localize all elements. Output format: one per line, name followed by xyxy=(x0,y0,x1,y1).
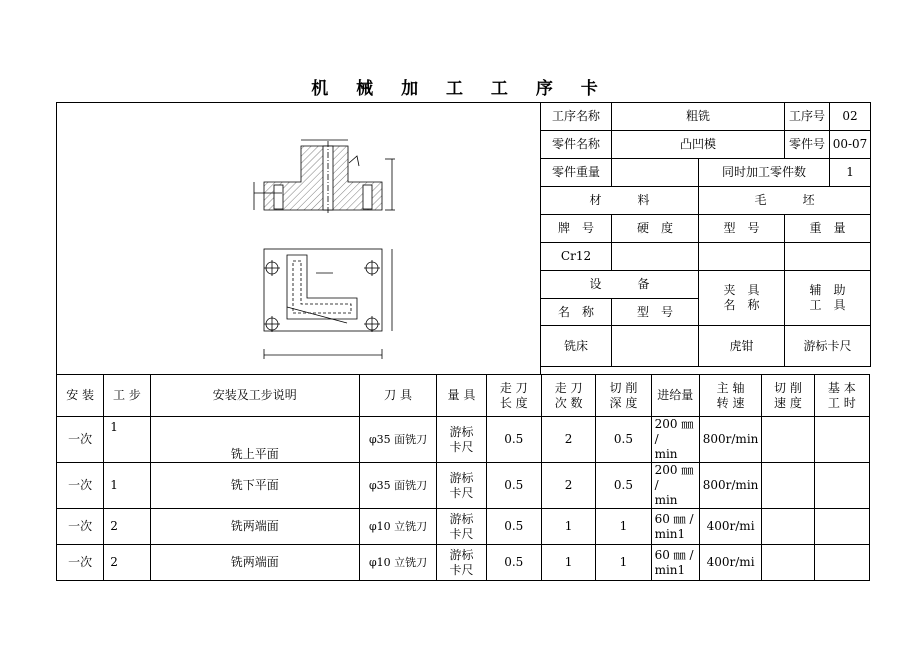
cell: 游标 卡尺 xyxy=(437,509,486,545)
cell: 1 xyxy=(541,509,595,545)
grade-value: Cr12 xyxy=(541,243,612,271)
col-header: 进给量 xyxy=(651,375,699,417)
cell: 60 ㎜ / min1 xyxy=(651,545,699,581)
cell: 0.5 xyxy=(486,417,541,463)
fixture-value: 虎钳 xyxy=(699,326,785,367)
cell: 0.5 xyxy=(596,463,651,509)
cell: 铣两端面 xyxy=(150,509,359,545)
cell: 一次 xyxy=(57,463,104,509)
card-top-section xyxy=(56,102,870,375)
col-header: 安装及工步说明 xyxy=(150,375,359,417)
col-header: 工 步 xyxy=(104,375,150,417)
cell: φ35 面铣刀 xyxy=(359,417,436,463)
blank-type-label: 型 号 xyxy=(699,215,785,243)
aux-tool-label: 辅 助 工 具 xyxy=(785,271,871,326)
equipment-type-value xyxy=(612,326,699,367)
part-name-label: 零件名称 xyxy=(541,131,612,159)
process-name-value: 粗铣 xyxy=(612,103,785,131)
table-row xyxy=(57,417,870,463)
cell: 2 xyxy=(541,463,595,509)
cell: 400r/mi xyxy=(699,545,761,581)
col-header: 切 削 深 度 xyxy=(596,375,651,417)
hardness-label: 硬 度 xyxy=(612,215,699,243)
cell: 800r/min xyxy=(699,417,761,463)
cell xyxy=(814,545,869,581)
part-drawing-svg xyxy=(57,103,540,374)
equipment-label: 设 备 xyxy=(541,271,699,299)
cell: 0.5 xyxy=(486,545,541,581)
cell: 1 xyxy=(104,417,150,463)
col-header: 刀 具 xyxy=(359,375,436,417)
cell: 0.5 xyxy=(486,463,541,509)
blank-weight-label: 重 量 xyxy=(785,215,871,243)
col-header: 走 刀 长 度 xyxy=(486,375,541,417)
col-header: 主 轴 转 速 xyxy=(699,375,761,417)
process-no-value: 02 xyxy=(830,103,871,131)
table-row xyxy=(57,545,870,581)
cell: φ35 面铣刀 xyxy=(359,463,436,509)
part-no-value: 00-07 xyxy=(830,131,871,159)
simultaneous-label: 同时加工零件数 xyxy=(699,159,830,187)
cell: 1 xyxy=(596,545,651,581)
cell: 200 ㎜ / min xyxy=(651,463,699,509)
cell: 0.5 xyxy=(596,417,651,463)
equipment-name-label: 名 称 xyxy=(541,299,612,326)
cell xyxy=(762,509,814,545)
cell: φ10 立铣刀 xyxy=(359,509,436,545)
cell: φ10 立铣刀 xyxy=(359,545,436,581)
part-name-value: 凸凹模 xyxy=(612,131,785,159)
col-header: 安 装 xyxy=(57,375,104,417)
cell xyxy=(762,417,814,463)
part-weight-label: 零件重量 xyxy=(541,159,612,187)
cell: 400r/mi xyxy=(699,509,761,545)
cell: 2 xyxy=(104,509,150,545)
hardness-value xyxy=(612,243,699,271)
front-section-view xyxy=(254,140,395,215)
cell: 铣两端面 xyxy=(150,545,359,581)
part-weight-value xyxy=(612,159,699,187)
cell: 1 xyxy=(541,545,595,581)
cell: 铣上平面 xyxy=(150,417,359,463)
cell: 一次 xyxy=(57,509,104,545)
cell: 60 ㎜ / min1 xyxy=(651,509,699,545)
table-row xyxy=(57,463,870,509)
simultaneous-value: 1 xyxy=(830,159,871,187)
process-info-table xyxy=(540,102,871,367)
cell xyxy=(814,417,869,463)
operations-table xyxy=(56,374,870,581)
col-header: 基 本 工 时 xyxy=(814,375,869,417)
material-label: 材 料 xyxy=(541,187,699,215)
equipment-type-label: 型 号 xyxy=(612,299,699,326)
part-no-label: 零件号 xyxy=(785,131,830,159)
blank-type-value xyxy=(699,243,785,271)
cell: 一次 xyxy=(57,545,104,581)
col-header: 走 刀 次 数 xyxy=(541,375,595,417)
plan-view xyxy=(264,249,392,359)
cell: 2 xyxy=(541,417,595,463)
cell xyxy=(814,463,869,509)
operations-header-row xyxy=(57,375,870,417)
table-row xyxy=(57,509,870,545)
cell xyxy=(762,545,814,581)
page-title: 机 械 加 工 工 序 卡 xyxy=(311,79,609,99)
cell: 1 xyxy=(596,509,651,545)
cell: 游标 卡尺 xyxy=(437,463,486,509)
fixture-label: 夹 具 名 称 xyxy=(699,271,785,326)
process-name-label: 工序名称 xyxy=(541,103,612,131)
cell xyxy=(814,509,869,545)
process-no-label: 工序号 xyxy=(785,103,830,131)
cell: 2 xyxy=(104,545,150,581)
cell: 1 xyxy=(104,463,150,509)
blank-weight-value xyxy=(785,243,871,271)
grade-label: 牌 号 xyxy=(541,215,612,243)
cell: 0.5 xyxy=(486,509,541,545)
aux-tool-value: 游标卡尺 xyxy=(785,326,871,367)
cell: 200 ㎜ / min xyxy=(651,417,699,463)
cell: 一次 xyxy=(57,417,104,463)
blank-label: 毛 坯 xyxy=(699,187,871,215)
col-header: 切 削 速 度 xyxy=(762,375,814,417)
cell: 游标 卡尺 xyxy=(437,545,486,581)
cell: 铣下平面 xyxy=(150,463,359,509)
cell: 游标 卡尺 xyxy=(437,417,486,463)
part-drawing xyxy=(56,102,541,375)
cell xyxy=(762,463,814,509)
cell: 800r/min xyxy=(699,463,761,509)
col-header: 量 具 xyxy=(437,375,486,417)
equipment-name-value: 铣床 xyxy=(541,326,612,367)
